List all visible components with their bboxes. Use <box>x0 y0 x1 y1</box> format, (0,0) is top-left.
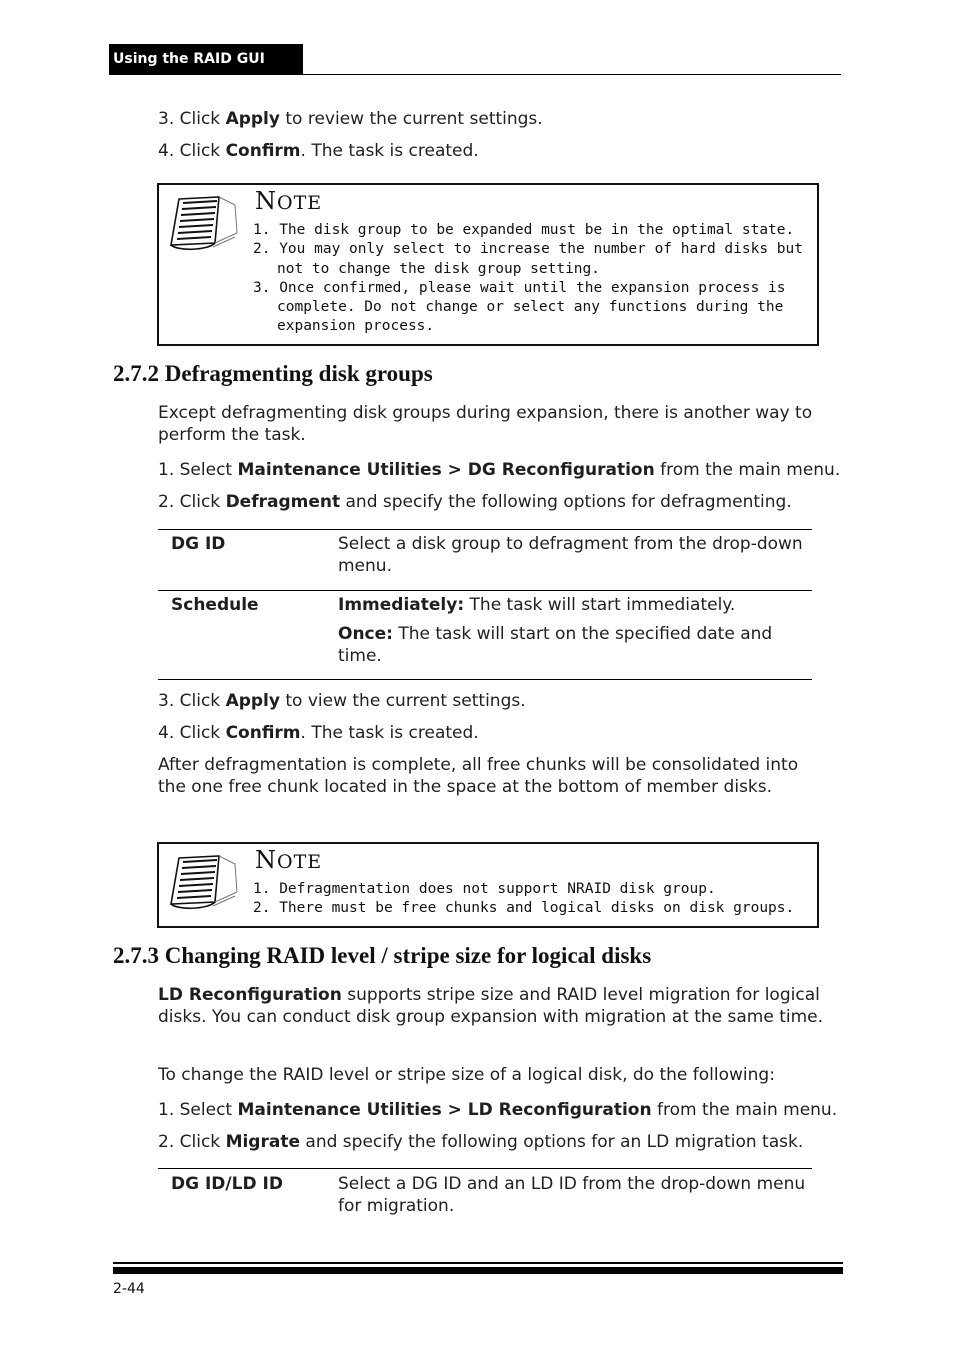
step-confirm: 4. Click Confirm. The task is created. <box>158 141 479 161</box>
note-box-expansion <box>157 183 819 346</box>
step-bold-term: Apply <box>225 691 280 711</box>
step-click-defragment: 2. Click Defragment and specify the following options for defragmenting. <box>158 492 792 512</box>
step-select-ld-reconfig: 1. Select Maintenance Utilities > LD Reconfiguration from the main menu. <box>158 1100 838 1120</box>
note-item: 3. Once confirmed, please wait until the expansion process is complete. Do not change or select any functions during the expansion process. <box>253 279 786 335</box>
defragment-options-table <box>158 533 812 577</box>
table-row <box>158 594 812 667</box>
step-select-dg-reconfig: 1. Select Maintenance Utilities > DG Reconfiguration from the main menu. <box>158 460 841 480</box>
defragment-options-table-schedule <box>158 594 812 667</box>
section-title-changing-raid-level: 2.7.3 Changing RAID level / stripe size for logical disks <box>113 943 652 968</box>
table-row <box>158 1173 812 1217</box>
note-item: 1. The disk group to be expanded must be in the optimal state. <box>253 222 795 238</box>
step-bold-term: Maintenance Utilities > LD Reconfiguration <box>237 1100 652 1120</box>
section-instruction: To change the RAID level or stripe size of a logical disk, do the following: <box>158 1065 775 1085</box>
step-bold-term: Migrate <box>225 1132 300 1152</box>
notepad-icon <box>167 193 239 253</box>
schedule-option-immediately: Immediately: The task will start immediately. <box>338 595 736 615</box>
note-list <box>253 221 809 337</box>
header-tab-label: Using the RAID GUI <box>113 51 265 67</box>
step-bold-term: Confirm <box>225 141 301 161</box>
step-click-migrate: 2. Click Migrate and specify the following options for an LD migration task. <box>158 1132 804 1152</box>
option-value-schedule <box>338 594 812 667</box>
footer-rule-thick <box>113 1267 843 1274</box>
note-item: 1. Defragmentation does not support NRAID disk group. <box>253 881 716 897</box>
notepad-icon <box>167 852 239 912</box>
section-title-defragmenting: 2.7.2 Defragmenting disk groups <box>113 361 433 386</box>
step-bold-term: Apply <box>225 109 280 129</box>
note-box-defragmentation <box>157 842 819 928</box>
option-key-dg-ld-id: DG ID/LD ID <box>171 1174 283 1194</box>
table-rule-top <box>158 1168 812 1169</box>
step-bold-term: Defragment <box>225 492 341 512</box>
step-apply-review: 3. Click Apply to review the current settings. <box>158 109 543 129</box>
note-item: 2. There must be free chunks and logical disks on disk groups. <box>253 900 795 917</box>
table-row <box>158 533 812 577</box>
note-list <box>253 880 809 919</box>
option-key-dg-id: DG ID <box>171 534 226 554</box>
page-number: 2-44 <box>113 1281 145 1297</box>
schedule-option-once: Once: The task will start on the specified date and time. <box>338 624 773 666</box>
header-tab <box>109 44 303 74</box>
step-bold-term: Maintenance Utilities > DG Reconfiguration <box>237 460 655 480</box>
table-rule-top <box>158 529 812 530</box>
header-rule <box>109 74 841 75</box>
step-apply-view: 3. Click Apply to view the current settings. <box>158 691 526 711</box>
note-title: NOTE <box>255 187 323 215</box>
table-rule-middle <box>158 590 812 591</box>
step-confirm-defrag: 4. Click Confirm. The task is created. <box>158 723 479 743</box>
footer-rule-thin <box>113 1262 843 1264</box>
note-title: NOTE <box>255 846 323 874</box>
option-key-schedule: Schedule <box>171 595 259 615</box>
defrag-result-paragraph: After defragmentation is complete, all free chunks will be consolidated into the one free chunk located in the space at the bottom of member disks. <box>158 755 799 797</box>
section-intro: Except defragmenting disk groups during expansion, there is another way to perform the task. <box>158 403 813 445</box>
note-item: 2. You may only select to increase the number of hard disks but not to change the disk group setting. <box>253 241 803 277</box>
migration-options-table <box>158 1173 812 1217</box>
section-intro: LD Reconfiguration supports stripe size and RAID level migration for logical disks. You can conduct disk group expansion with migration at the same time. <box>158 985 824 1027</box>
option-value-dg-id: Select a disk group to defragment from the drop-down menu. <box>338 534 803 576</box>
table-rule-bottom <box>158 679 812 680</box>
option-value-dg-ld-id: Select a DG ID and an LD ID from the drop-down menu for migration. <box>338 1174 806 1216</box>
step-bold-term: Confirm <box>225 723 301 743</box>
